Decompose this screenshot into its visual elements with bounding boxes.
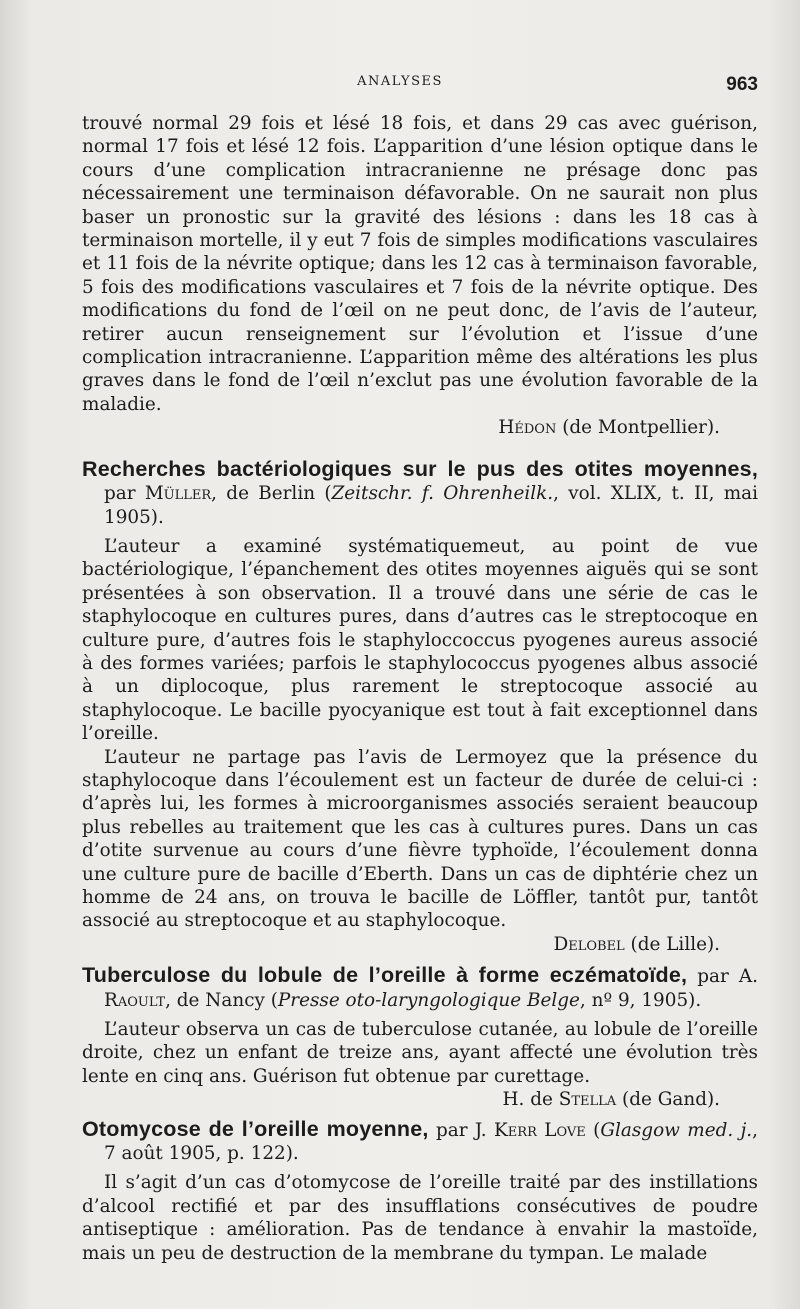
article-author-place: , de Nancy ( <box>165 989 278 1011</box>
article-journal: Presse oto-laryngologique Belge <box>277 989 580 1011</box>
article-signature <box>82 1088 720 1111</box>
signature-place: (de Montpellier). <box>562 417 720 439</box>
signature-place: (de Lille). <box>630 933 720 955</box>
article-by: par J. <box>435 1119 487 1141</box>
signature-name: Hédon <box>498 417 557 439</box>
signature-place: (de Gand). <box>622 1089 720 1111</box>
article-author: Kerr Love <box>494 1119 586 1141</box>
page-body <box>82 112 758 1265</box>
signature-prefix: H. de <box>502 1089 553 1111</box>
article-paragraph: L’auteur a examiné systématiquemeut, au point de vue bactériologique, l’épanchement des otites moyennes aiguës qui se sont présentées à son observation. Il a trouvé dans une série de cas le staphylocoque en cultures pures, dans d’autres cas le streptocoque en culture pure, d’autres fois le staphyloccoccus pyogenes aureus associé à des formes variées; parfois le staphylococcus pyogenes albus associé à un diplocoque, plus rarement le streptocoque associé au staphylocoque. Le bacille pyocyanique est tout à fait exceptionnel dans l’oreille. <box>82 535 758 745</box>
article-author: Raoult <box>104 989 166 1011</box>
article-by: par <box>104 483 136 505</box>
article-paragraph: L’auteur ne partage pas l’avis de Lermoyez que la présence du staphylocoque dans l’écoulement est un facteur de durée de celui-ci : d’après lui, les formes à microorganismes associés seraient beaucoup plus rebelles au traitement que les cas à cultures pures. Dans un cas d’otite survenue au cours d’une fièvre typhoïde, l’écoulement donna une culture pure de bacille d’Eberth. Dans un cas de diphtérie chez un homme de 24 ans, on trouva le bacille de Löffler, tantôt pur, tantôt associé au streptocoque et au staphylocoque. <box>82 746 758 932</box>
article-signature <box>82 933 720 956</box>
article-heading <box>82 1118 758 1166</box>
signature-name: Stella <box>558 1089 617 1111</box>
article-author-place: ( <box>585 1119 601 1141</box>
article-by: par A. <box>697 966 758 988</box>
intro-paragraph: trouvé normal 29 fois et lésé 18 fois, et dans 29 cas avec guérison, normal 17 fois et lésé 12 fois. L’apparition d’une lésion optique dans le cours d’une complication intracranienne ne présage donc pas nécessairement une terminaison défavorable. On ne saurait non plus baser un pronostic sur la gravité des lésions : dans les 18 cas à terminaison mortelle, il y eut 7 fois de simples modifications vasculaires et 11 fois de la névrite optique; dans les 12 cas à terminaison favorable, 5 fois des modifications vasculaires et 7 fois de la névrite optique. Des modifications du fond de l’œil on ne peut donc, de l’avis de l’auteur, retirer aucun renseignement sur l’évolution et l’issue d’une complication intracranienne. L’apparition même des altérations les plus graves dans le fond de l’œil n’exclut pas une évolution favorable de la maladie. <box>82 113 758 415</box>
article-heading <box>82 458 758 529</box>
running-title: ANALYSES <box>357 74 443 89</box>
article-paragraph: Il s’agit d’un cas d’otomycose de l’oreille traité par des instillations d’alcool rectifié et par des insufflations consécutives de poudre antiseptique : amélioration. Pas de tendance à envahir la mastoïde, mais un peu de destruction de la membrane du tympan. Le malade <box>82 1172 758 1264</box>
intro-signature <box>82 416 720 439</box>
signature-name: Delobel <box>553 933 625 955</box>
article-paragraph: L’auteur observa un cas de tuberculose cutanée, au lobule de l’oreille droite, chez un enfant de treize ans, ayant affecté une évolution très lente en cinq ans. Guérison fut obtenue par curettage. <box>82 1019 758 1087</box>
article-journal: Glasgow med. j. <box>600 1119 753 1141</box>
article-author-place: , de Berlin ( <box>211 483 332 505</box>
article-reference: , nº 9, 1905). <box>579 989 702 1011</box>
page-number: 963 <box>726 74 758 95</box>
article-journal: Zeitschr. f. Ohrenheilk. <box>331 483 554 505</box>
article-heading <box>82 964 758 1012</box>
article-reference: , vol. XLIX, t. II, mai 1905). <box>104 483 759 528</box>
article-reference: , 7 août 1905, p. 122). <box>104 1119 758 1165</box>
page-header <box>0 70 800 100</box>
article-title: Tuberculose du lobule de l’oreille à forme eczématoïde, <box>82 963 688 988</box>
article-author: Müller <box>144 483 212 505</box>
article-title: Recherches bactériologiques sur le pus des otites moyennes, <box>82 456 758 481</box>
article-title: Otomycose de l’oreille moyenne, <box>82 1116 429 1141</box>
